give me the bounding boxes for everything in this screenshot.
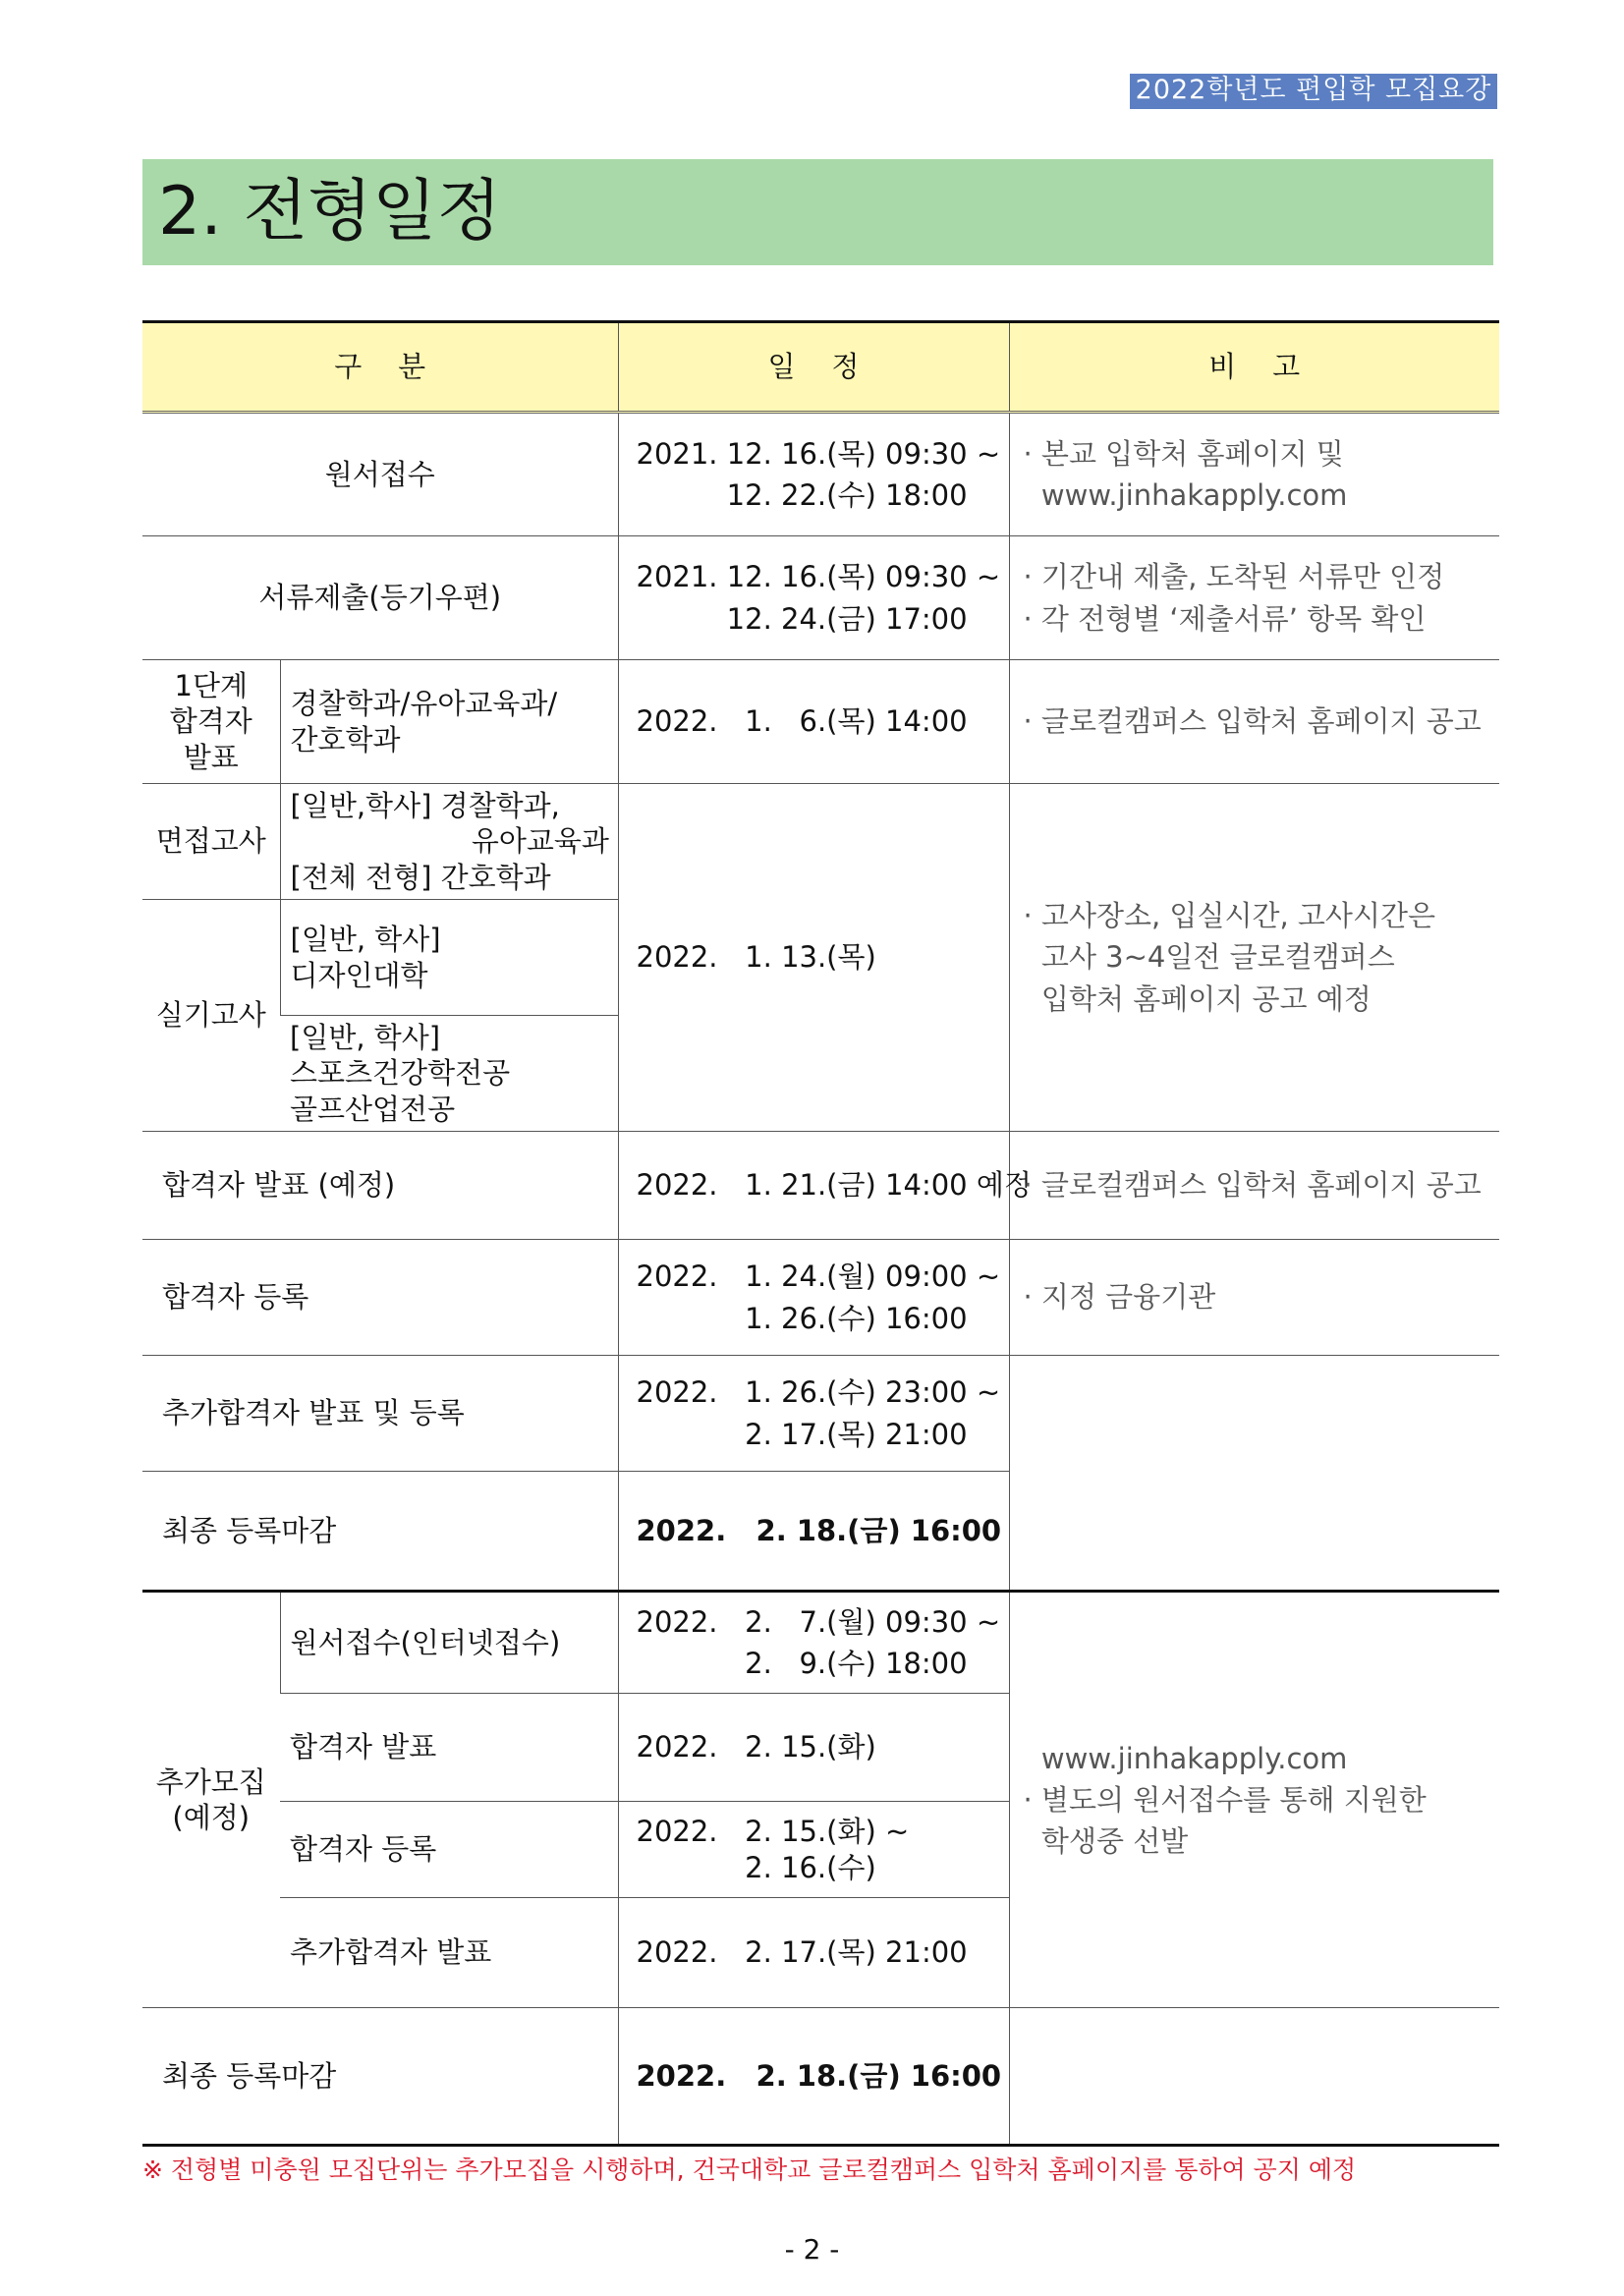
- row-note-empty: [1009, 2008, 1499, 2146]
- row-date: 2022. 2. 15.(화) ~ 2. 16.(수): [618, 1802, 1009, 1898]
- row-label: 합격자 발표 (예정): [142, 1132, 618, 1240]
- row-label: 최종 등록마감: [142, 1472, 618, 1592]
- table-row: [142, 784, 1499, 900]
- table-row: [142, 413, 1499, 536]
- row-note: · 기간내 제출, 도착된 서류만 인정 · 각 전형별 ‘제출서류’ 항목 확인: [1009, 536, 1499, 660]
- header-category: 구 분: [142, 322, 618, 413]
- row-sub-label: 추가합격자 발표: [280, 1898, 618, 2008]
- row-group-label: 추가모집 (예정): [142, 1592, 280, 2008]
- row-label: 서류제출(등기우편): [142, 536, 618, 660]
- section-title: 2. 전형일정: [142, 159, 1493, 265]
- header-schedule: 일 정: [618, 322, 1009, 413]
- row-note: · 글로컬캠퍼스 입학처 홈페이지 공고: [1009, 1132, 1499, 1240]
- row-sub-label: 경찰학과/유아교육과/ 간호학과: [280, 660, 618, 784]
- row-date: 2022. 2. 18.(금) 16:00: [618, 2008, 1009, 2146]
- row-date: 2022. 1. 6.(목) 14:00: [618, 660, 1009, 784]
- row-date: 2021. 12. 16.(목) 09:30 ~ 12. 24.(금) 17:00: [618, 536, 1009, 660]
- row-group-label: 실기고사: [142, 900, 280, 1132]
- page-number: - 2 -: [784, 2233, 840, 2266]
- table-row: [142, 660, 1499, 784]
- header-underline: [1130, 106, 1497, 109]
- schedule-table: [142, 320, 1499, 2147]
- table-row: [142, 1592, 1499, 1694]
- row-sub-label: [일반, 학사] 디자인대학: [280, 900, 618, 1016]
- row-date: 2022. 2. 17.(목) 21:00: [618, 1898, 1009, 2008]
- row-group-label: 면접고사: [142, 784, 280, 900]
- row-label: 합격자 등록: [142, 1240, 618, 1356]
- row-label: 추가합격자 발표 및 등록: [142, 1356, 618, 1472]
- document-header-title: 2022학년도 편입학 모집요강: [1130, 74, 1497, 106]
- row-group-label: 1단계 합격자 발표: [142, 660, 280, 784]
- table-row: [142, 536, 1499, 660]
- row-date: 2022. 1. 21.(금) 14:00 예정: [618, 1132, 1009, 1240]
- row-date: 2022. 2. 15.(화): [618, 1694, 1009, 1802]
- row-sub-label: [일반, 학사] 스포츠건강학전공 골프산업전공: [280, 1016, 618, 1132]
- row-sub-label: [일반,학사] 경찰학과, 유아교육과 [전체 전형] 간호학과: [280, 784, 618, 900]
- row-label: 최종 등록마감: [142, 2008, 618, 2146]
- table-header-row: [142, 322, 1499, 413]
- table-row: [142, 1356, 1499, 1472]
- table-row: [142, 1240, 1499, 1356]
- row-date: 2022. 2. 18.(금) 16:00: [618, 1472, 1009, 1592]
- row-label: 원서접수: [142, 413, 618, 536]
- row-sub-label: 합격자 발표: [280, 1694, 618, 1802]
- row-date: 2022. 2. 7.(월) 09:30 ~ 2. 9.(수) 18:00: [618, 1592, 1009, 1694]
- row-note: · 본교 입학처 홈페이지 및 www.jinhakapply.com: [1009, 413, 1499, 536]
- table-row: [142, 1132, 1499, 1240]
- row-date: 2021. 12. 16.(목) 09:30 ~ 12. 22.(수) 18:00: [618, 413, 1009, 536]
- row-date: 2022. 1. 13.(목): [618, 784, 1009, 1132]
- row-date: 2022. 1. 26.(수) 23:00 ~ 2. 17.(목) 21:00: [618, 1356, 1009, 1472]
- row-note: · 지정 금융기관: [1009, 1240, 1499, 1356]
- row-date: 2022. 1. 24.(월) 09:00 ~ 1. 26.(수) 16:00: [618, 1240, 1009, 1356]
- header-remarks: 비 고: [1009, 322, 1499, 413]
- row-note: www.jinhakapply.com · 별도의 원서접수를 통해 지원한 학생중 선발: [1009, 1592, 1499, 2008]
- row-note: · 글로컬캠퍼스 입학처 홈페이지 공고: [1009, 660, 1499, 784]
- row-note-empty: [1009, 1356, 1499, 1592]
- row-note: · 고사장소, 입실시간, 고사시간은 고사 3~4일전 글로컬캠퍼스 입학처 홈페이지 공고 예정: [1009, 784, 1499, 1132]
- row-sub-label: 합격자 등록: [280, 1802, 618, 1898]
- row-sub-label: 원서접수(인터넷접수): [280, 1592, 618, 1694]
- table-row: [142, 2008, 1499, 2146]
- footnote: ※ 전형별 미충원 모집단위는 추가모집을 시행하며, 건국대학교 글로컬캠퍼스 입학처 홈페이지를 통하여 공지 예정: [142, 2156, 1357, 2184]
